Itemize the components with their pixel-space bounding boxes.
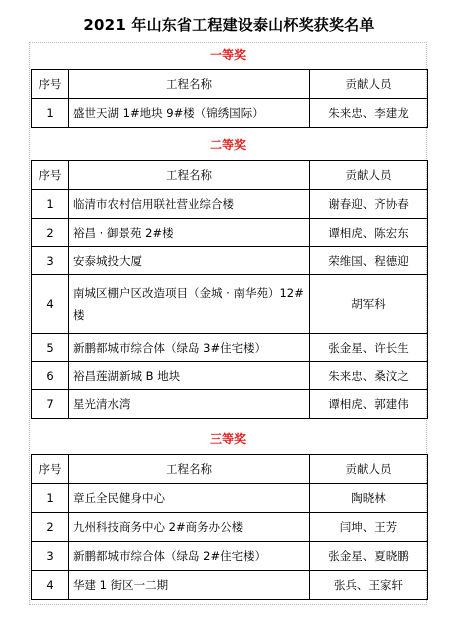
table-row (32, 275, 428, 334)
cell-name: 盛世天湖 1#地块 9#楼（锦绣国际） (69, 99, 310, 128)
cell-name: 南城区棚户区改造项目（金城 · 南华苑）12#楼 (69, 275, 310, 334)
cell-name: 安泰城投大厦 (69, 247, 310, 275)
cell-name: 临清市农村信用联社营业综合楼 (69, 190, 310, 219)
table-row (32, 571, 428, 600)
table-row (32, 219, 428, 247)
cell-name: 新鹏都城市综合体（绿岛 3#住宅楼） (69, 334, 310, 362)
section-label-first-prize: 一等奖 (209, 48, 246, 62)
cell-name: 星光清水湾 (69, 390, 310, 419)
cell-no: 5 (32, 334, 69, 362)
cell-people: 陶晓林 (310, 484, 428, 513)
table-row (32, 542, 428, 571)
cell-name: 华建 1 街区一二期 (69, 571, 310, 600)
cell-people: 谢春迎、齐协春 (310, 190, 428, 219)
table-row (32, 247, 428, 275)
header-people: 贡献人员 (310, 455, 428, 484)
cell-no: 7 (32, 390, 69, 419)
cell-people: 谭相虎、陈宏东 (310, 219, 428, 247)
cell-no: 1 (32, 484, 69, 513)
cell-no: 3 (32, 247, 69, 275)
cell-no: 4 (32, 275, 69, 334)
table-first-prize (31, 69, 428, 128)
table-header-row (32, 455, 428, 484)
table-row (32, 513, 428, 542)
cell-people: 朱来忠、桑汶之 (310, 362, 428, 390)
cell-name: 章丘全民健身中心 (69, 484, 310, 513)
table-row (32, 334, 428, 362)
document-title: 2021 年山东省工程建设泰山杯奖获奖名单 (83, 16, 375, 34)
table-row (32, 362, 428, 390)
cell-people: 朱来忠、李建龙 (310, 99, 428, 128)
cell-no: 1 (32, 99, 69, 128)
header-name: 工程名称 (69, 455, 310, 484)
cell-no: 6 (32, 362, 69, 390)
cell-name: 九州科技商务中心 2#商务办公楼 (69, 513, 310, 542)
table-header-row (32, 70, 428, 99)
cell-no: 2 (32, 219, 69, 247)
cell-people: 张金星、许长生 (310, 334, 428, 362)
cell-people: 闫坤、王芳 (310, 513, 428, 542)
cell-no: 3 (32, 542, 69, 571)
header-people: 贡献人员 (310, 70, 428, 99)
header-name: 工程名称 (69, 161, 310, 190)
header-name: 工程名称 (69, 70, 310, 99)
table-second-prize (31, 160, 428, 419)
cell-people: 荣维国、程德迎 (310, 247, 428, 275)
header-no: 序号 (32, 455, 69, 484)
cell-name: 裕昌莲湖新城 B 地块 (69, 362, 310, 390)
header-people: 贡献人员 (310, 161, 428, 190)
cell-name: 裕昌 · 御景苑 2#楼 (69, 219, 310, 247)
table-header-row (32, 161, 428, 190)
cell-people: 张兵、王家轩 (310, 571, 428, 600)
table-row (32, 190, 428, 219)
cell-people: 张金星、夏晓鹏 (310, 542, 428, 571)
cell-no: 1 (32, 190, 69, 219)
cell-no: 4 (32, 571, 69, 600)
table-row (32, 484, 428, 513)
table-third-prize (31, 454, 428, 600)
header-no: 序号 (32, 161, 69, 190)
table-row (32, 390, 428, 419)
cell-people: 谭相虎、郭建伟 (310, 390, 428, 419)
header-no: 序号 (32, 70, 69, 99)
cell-people: 胡军科 (310, 275, 428, 334)
section-label-third-prize: 三等奖 (209, 432, 246, 446)
table-row (32, 99, 428, 128)
cell-name: 新鹏都城市综合体（绿岛 2#住宅楼） (69, 542, 310, 571)
section-label-second-prize: 二等奖 (209, 138, 246, 152)
cell-no: 2 (32, 513, 69, 542)
